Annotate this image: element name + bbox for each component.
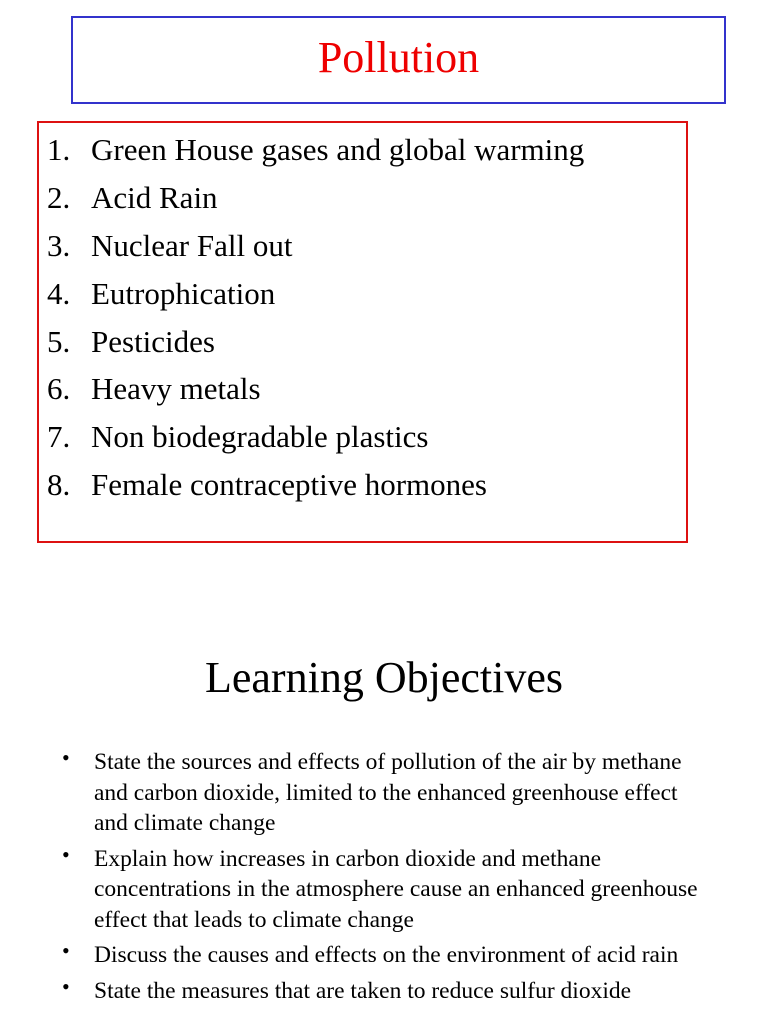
topic-number: 8. [47, 467, 71, 503]
topic-item [47, 318, 584, 366]
page-title: Pollution [317, 33, 480, 82]
topic-number: 4. [47, 275, 71, 311]
objective-item [62, 747, 702, 839]
topic-item [47, 270, 584, 318]
objective-text: Explain how increases in carbon dioxide and methane concentrations in the atmosphere cause an enhanced greenhouse effect that leads to climate change [94, 845, 698, 933]
bullet-icon: • [62, 938, 70, 963]
objective-item [62, 973, 702, 1007]
objectives-list [62, 747, 702, 1011]
objective-item [62, 940, 702, 971]
topic-label: Heavy metals [91, 371, 261, 407]
topic-label: Eutrophication [91, 275, 276, 311]
topic-item [47, 222, 584, 270]
learning-objectives-heading: Learning Objectives [205, 653, 563, 702]
objective-text: Discuss the causes and effects on the environment of acid rain [94, 942, 679, 968]
topics-box [37, 121, 688, 543]
topic-number: 3. [47, 227, 71, 263]
topic-item [47, 413, 584, 461]
objective-text: State the sources and effects of pollution of the air by methane and carbon dioxide, limited to the enhanced greenhouse effect and climate change [94, 749, 682, 836]
topic-label: Non biodegradable plastics [91, 419, 429, 455]
title-box [71, 16, 726, 104]
topic-item [47, 126, 584, 174]
bullet-icon: • [62, 973, 70, 999]
topic-item [47, 461, 584, 509]
topic-item [47, 365, 584, 413]
topic-label: Nuclear Fall out [91, 227, 293, 263]
objective-text: State the measures that are taken to reduce sulfur dioxide [94, 977, 632, 1004]
topic-number: 6. [47, 371, 71, 407]
bullet-icon: • [62, 745, 70, 770]
topic-number: 1. [47, 132, 71, 167]
bullet-icon: • [62, 841, 70, 867]
topic-label: Acid Rain [91, 179, 218, 215]
objective-item [62, 841, 702, 936]
topic-number: 5. [47, 323, 71, 359]
topics-list [47, 126, 584, 509]
topic-number: 2. [47, 179, 71, 215]
topic-label: Pesticides [91, 323, 215, 359]
topic-label: Female contraceptive hormones [91, 467, 487, 503]
topic-item [47, 174, 584, 222]
topic-label: Green House gases and global warming [91, 132, 585, 167]
topic-number: 7. [47, 419, 71, 455]
